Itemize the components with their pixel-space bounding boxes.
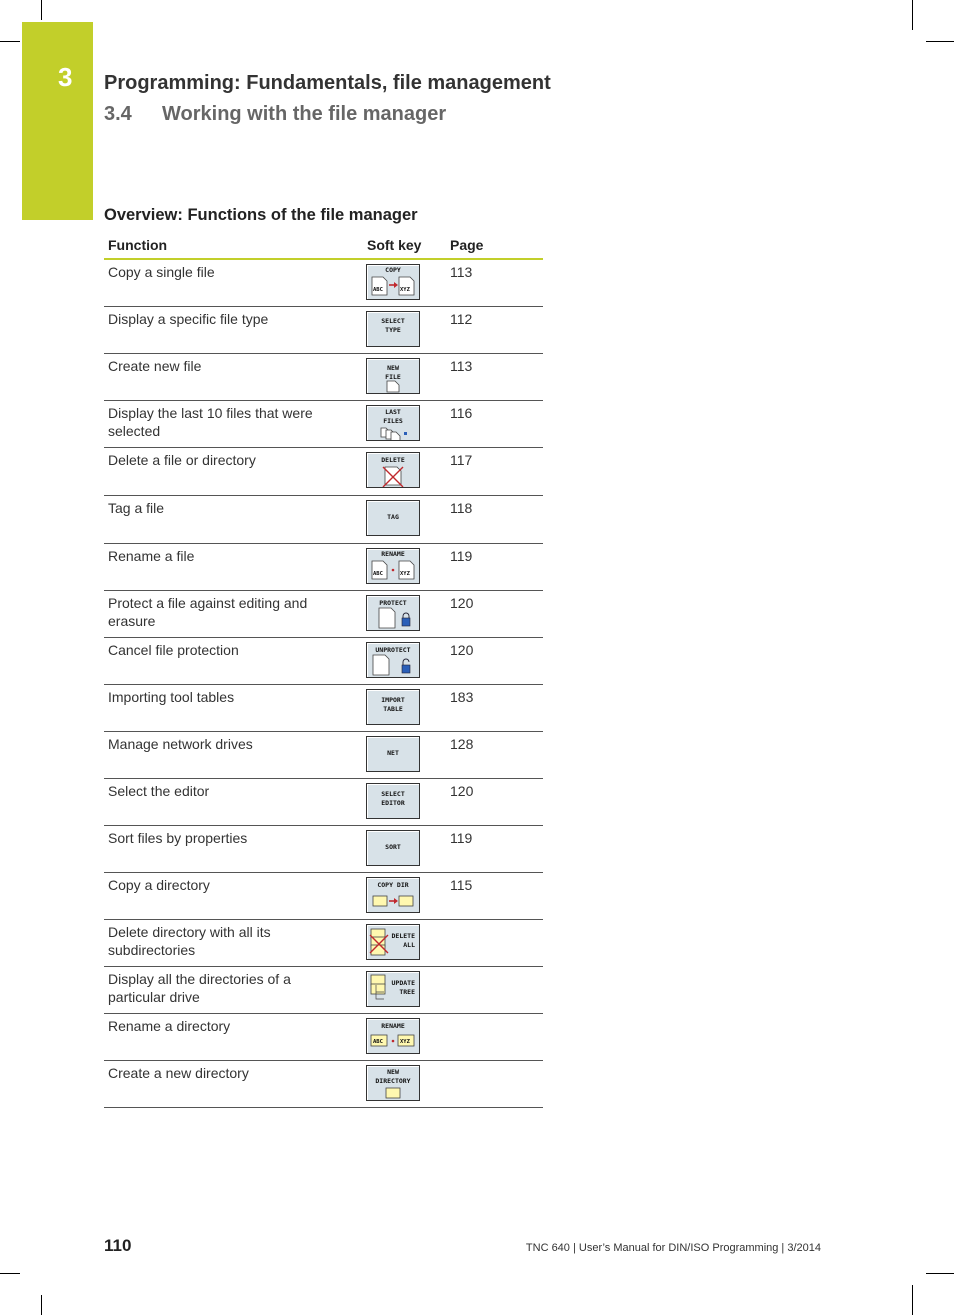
section-number: 3.4 xyxy=(104,103,132,125)
page-cell: 116 xyxy=(450,405,473,421)
softkey-label: PROTECT xyxy=(379,599,407,607)
table-row xyxy=(104,826,543,873)
table-row xyxy=(104,1061,543,1108)
page-cell: 117 xyxy=(450,452,473,468)
function-cell: Delete a file or directory xyxy=(108,452,256,468)
function-cell: Sort files by properties xyxy=(108,830,248,846)
softkey-button[interactable] xyxy=(366,452,420,488)
table-row xyxy=(104,638,543,685)
softkey-label: LAST FILES xyxy=(383,408,403,425)
softkey-label: UPDATE TREE xyxy=(391,979,415,996)
section-title xyxy=(104,103,446,126)
table-row xyxy=(104,779,543,826)
crop-mark xyxy=(912,0,913,30)
header-page: Page xyxy=(450,237,484,253)
page-cell: 112 xyxy=(450,311,473,327)
page-cell: 120 xyxy=(450,595,474,611)
crop-mark xyxy=(926,1273,954,1274)
softkey-button[interactable] xyxy=(366,830,420,866)
softkey-label: IMPORT TABLE xyxy=(381,696,405,713)
table-header xyxy=(104,236,543,260)
table-row xyxy=(104,685,543,732)
softkey-button[interactable] xyxy=(366,311,420,347)
page-cell: 113 xyxy=(450,264,473,280)
table-row xyxy=(104,307,543,354)
softkey-button[interactable] xyxy=(366,877,420,913)
page-cell: 120 xyxy=(450,642,474,658)
header-function: Function xyxy=(108,237,168,253)
page-cell: 120 xyxy=(450,783,474,799)
crop-mark xyxy=(926,41,954,42)
softkey-label: NEW FILE xyxy=(385,364,401,381)
softkey-button[interactable] xyxy=(366,924,420,960)
softkey-label: RENAME xyxy=(381,550,405,558)
softkey-button[interactable] xyxy=(366,1065,420,1101)
crop-mark xyxy=(912,1285,913,1315)
crop-mark xyxy=(0,1273,20,1274)
table-row xyxy=(104,448,543,496)
table-row xyxy=(104,967,543,1014)
table-row xyxy=(104,260,543,307)
function-cell: Create a new directory xyxy=(108,1065,249,1081)
softkey-label: COPY DIR xyxy=(377,881,409,889)
softkey-label: RENAME xyxy=(381,1022,405,1030)
svg-text:ABC: ABC xyxy=(373,287,383,293)
softkey-button[interactable] xyxy=(366,405,420,441)
softkey-label: SELECT TYPE xyxy=(381,317,405,334)
svg-text:XYZ: XYZ xyxy=(400,571,410,577)
header-softkey: Soft key xyxy=(367,237,422,253)
function-cell: Copy a single file xyxy=(108,264,215,280)
page-cell: 119 xyxy=(450,548,473,564)
function-cell: Cancel file protection xyxy=(108,642,239,658)
table-row xyxy=(104,496,543,544)
function-cell: Protect a file against editing and erasure xyxy=(108,595,308,629)
softkey-label: DELETE xyxy=(381,456,405,464)
footer-text: TNC 640 | User’s Manual for DIN/ISO Programming | 3/2014 xyxy=(525,1242,821,1254)
page-cell: 128 xyxy=(450,736,474,752)
softkey-label: NEW DIRECTORY xyxy=(375,1068,411,1085)
function-cell: Copy a directory xyxy=(108,877,210,893)
softkey-button[interactable] xyxy=(366,500,420,536)
table-row xyxy=(104,354,543,401)
softkey-button[interactable] xyxy=(366,689,420,725)
function-cell: Manage network drives xyxy=(108,736,253,752)
svg-text:XYZ: XYZ xyxy=(400,287,410,293)
crop-mark xyxy=(0,41,20,42)
crop-mark xyxy=(41,0,42,20)
softkey-label: COPY xyxy=(385,266,401,274)
softkey-button[interactable] xyxy=(366,642,420,678)
page-cell: 118 xyxy=(450,500,473,516)
svg-text:XYZ: XYZ xyxy=(400,1039,410,1045)
function-cell: Delete directory with all its subdirectories xyxy=(108,924,271,958)
softkey-label: SORT xyxy=(385,843,401,851)
function-cell: Display all the directories of a particular drive xyxy=(108,971,291,1005)
table-row xyxy=(104,401,543,448)
softkey-label: SELECT EDITOR xyxy=(381,790,405,807)
section-title-text: Working with the file manager xyxy=(162,103,447,125)
table-row xyxy=(104,732,543,779)
table-row xyxy=(104,873,543,920)
function-cell: Display a specific file type xyxy=(108,311,269,327)
chapter-title: Programming: Fundamentals, file management xyxy=(104,72,551,94)
softkey-button[interactable] xyxy=(366,548,420,584)
table-row xyxy=(104,591,543,638)
softkey-label: TAG xyxy=(387,513,399,521)
softkey-label: DELETE ALL xyxy=(391,932,415,949)
page-cell: 183 xyxy=(450,689,474,705)
softkey-button[interactable] xyxy=(366,358,420,394)
table-row xyxy=(104,920,543,967)
softkey-label: UNPROTECT xyxy=(375,646,411,654)
table-row xyxy=(104,544,543,591)
function-cell: Tag a file xyxy=(108,500,165,516)
table-row xyxy=(104,1014,543,1061)
svg-text:ABC: ABC xyxy=(373,571,383,577)
chapter-tab xyxy=(22,22,93,220)
svg-text:ABC: ABC xyxy=(373,1039,383,1045)
function-cell: Display the last 10 files that were selected xyxy=(108,405,313,439)
function-cell: Select the editor xyxy=(108,783,210,799)
softkey-button[interactable] xyxy=(366,971,420,1007)
chapter-number: 3 xyxy=(58,62,73,92)
page-cell: 115 xyxy=(450,877,473,893)
crop-mark xyxy=(41,1295,42,1315)
functions-table xyxy=(104,236,543,1108)
softkey-button[interactable] xyxy=(366,595,420,631)
softkey-button[interactable] xyxy=(366,783,420,819)
page-cell: 113 xyxy=(450,358,473,374)
softkey-button[interactable] xyxy=(366,1018,420,1054)
function-cell: Create new file xyxy=(108,358,202,374)
page-number: 110 xyxy=(104,1236,132,1255)
function-cell: Importing tool tables xyxy=(108,689,235,705)
softkey-label: NET xyxy=(387,749,399,757)
softkey-button[interactable] xyxy=(366,736,420,772)
function-cell: Rename a file xyxy=(108,548,195,564)
page-cell: 119 xyxy=(450,830,473,846)
overview-heading: Overview: Functions of the file manager xyxy=(104,206,418,224)
softkey-button[interactable] xyxy=(366,264,420,300)
function-cell: Rename a directory xyxy=(108,1018,231,1034)
